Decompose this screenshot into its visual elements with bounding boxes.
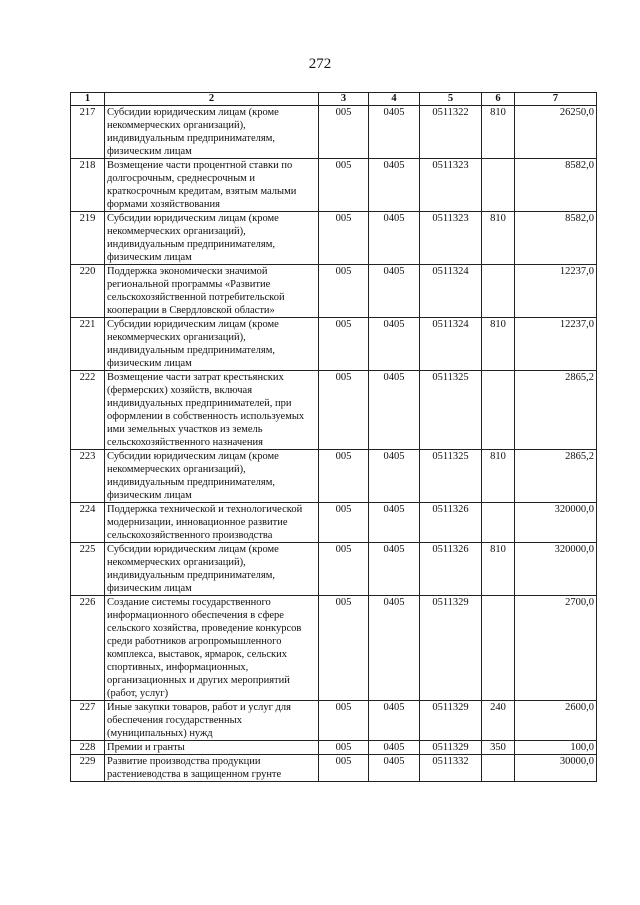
- expense-type-code: [482, 159, 515, 212]
- table-row: [71, 755, 597, 782]
- table-row: [71, 543, 597, 596]
- amount: 8582,0: [515, 159, 597, 212]
- row-number: 221: [71, 318, 105, 371]
- section-code: 0405: [369, 371, 420, 450]
- header-row: [71, 93, 597, 106]
- section-code: 0405: [369, 159, 420, 212]
- ministry-code: 005: [319, 503, 369, 543]
- budget-table: [70, 92, 597, 782]
- section-code: 0405: [369, 503, 420, 543]
- ministry-code: 005: [319, 596, 369, 701]
- ministry-code: 005: [319, 371, 369, 450]
- row-number: 219: [71, 212, 105, 265]
- expense-type-code: [482, 755, 515, 782]
- header-col-4: 4: [369, 93, 420, 106]
- row-number: 225: [71, 543, 105, 596]
- amount: 26250,0: [515, 106, 597, 159]
- amount: 320000,0: [515, 503, 597, 543]
- row-description: Поддержка технической и технологической модернизации, инновационное развитие сельскохозяйственного производства: [105, 503, 319, 543]
- expense-type-code: 810: [482, 106, 515, 159]
- row-number: 223: [71, 450, 105, 503]
- expense-type-code: [482, 503, 515, 543]
- amount: 100,0: [515, 741, 597, 755]
- section-code: 0405: [369, 265, 420, 318]
- target-article-code: 0511329: [420, 596, 482, 701]
- row-number: 224: [71, 503, 105, 543]
- ministry-code: 005: [319, 212, 369, 265]
- expense-type-code: 810: [482, 450, 515, 503]
- target-article-code: 0511326: [420, 503, 482, 543]
- target-article-code: 0511326: [420, 543, 482, 596]
- row-description: Субсидии юридическим лицам (кроме некоммерческих организаций), индивидуальным предпринимателям, физическим лицам: [105, 318, 319, 371]
- amount: 2700,0: [515, 596, 597, 701]
- ministry-code: 005: [319, 159, 369, 212]
- ministry-code: 005: [319, 543, 369, 596]
- table-row: [71, 741, 597, 755]
- row-description: Создание системы государственного информационного обеспечения в сфере сельского хозяйства, проведение конкурсов среди работников агропромышленного комплекса, выставок, ярмарок, сельских спортивных, информационных, организационных и других мероприятий (работ, услуг): [105, 596, 319, 701]
- target-article-code: 0511324: [420, 318, 482, 371]
- expense-type-code: [482, 371, 515, 450]
- target-article-code: 0511324: [420, 265, 482, 318]
- ministry-code: 005: [319, 265, 369, 318]
- row-description: Субсидии юридическим лицам (кроме некоммерческих организаций), индивидуальным предпринимателям, физическим лицам: [105, 450, 319, 503]
- ministry-code: 005: [319, 755, 369, 782]
- target-article-code: 0511329: [420, 741, 482, 755]
- target-article-code: 0511329: [420, 701, 482, 741]
- section-code: 0405: [369, 755, 420, 782]
- row-description: Субсидии юридическим лицам (кроме некоммерческих организаций), индивидуальным предпринимателям, физическим лицам: [105, 212, 319, 265]
- section-code: 0405: [369, 701, 420, 741]
- target-article-code: 0511323: [420, 159, 482, 212]
- row-number: 228: [71, 741, 105, 755]
- row-number: 227: [71, 701, 105, 741]
- amount: 30000,0: [515, 755, 597, 782]
- table-row: [71, 159, 597, 212]
- section-code: 0405: [369, 212, 420, 265]
- row-description: Поддержка экономически значимой региональной программы «Развитие сельскохозяйственной потребительской кооперации в Свердловской области»: [105, 265, 319, 318]
- row-description: Субсидии юридическим лицам (кроме некоммерческих организаций), индивидуальным предпринимателям, физическим лицам: [105, 543, 319, 596]
- expense-type-code: [482, 596, 515, 701]
- amount: 2865,2: [515, 371, 597, 450]
- row-description: Развитие производства продукции растениеводства в защищенном грунте: [105, 755, 319, 782]
- target-article-code: 0511325: [420, 371, 482, 450]
- table-row: [71, 318, 597, 371]
- ministry-code: 005: [319, 701, 369, 741]
- section-code: 0405: [369, 450, 420, 503]
- expense-type-code: 810: [482, 318, 515, 371]
- target-article-code: 0511323: [420, 212, 482, 265]
- section-code: 0405: [369, 106, 420, 159]
- expense-type-code: 350: [482, 741, 515, 755]
- target-article-code: 0511322: [420, 106, 482, 159]
- row-description: Возмещение части процентной ставки по долгосрочным, среднесрочным и краткосрочным кредитам, взятым малыми формами хозяйствования: [105, 159, 319, 212]
- row-description: Возмещение части затрат крестьянских (фермерских) хозяйств, включая индивидуальных предпринимателей, при оформлении в собственность используемых ими земельных участков из земель сельскохозяйственного назначения: [105, 371, 319, 450]
- target-article-code: 0511325: [420, 450, 482, 503]
- table-row: [71, 371, 597, 450]
- header-col-3: 3: [319, 93, 369, 106]
- ministry-code: 005: [319, 741, 369, 755]
- row-description: Иные закупки товаров, работ и услуг для обеспечения государственных (муниципальных) нужд: [105, 701, 319, 741]
- row-number: 218: [71, 159, 105, 212]
- amount: 2600,0: [515, 701, 597, 741]
- ministry-code: 005: [319, 106, 369, 159]
- row-number: 220: [71, 265, 105, 318]
- amount: 12237,0: [515, 318, 597, 371]
- header-col-7: 7: [515, 93, 597, 106]
- row-description: Субсидии юридическим лицам (кроме некоммерческих организаций), индивидуальным предпринимателям, физическим лицам: [105, 106, 319, 159]
- amount: 12237,0: [515, 265, 597, 318]
- header-col-6: 6: [482, 93, 515, 106]
- amount: 8582,0: [515, 212, 597, 265]
- table-row: [71, 596, 597, 701]
- table-row: [71, 503, 597, 543]
- section-code: 0405: [369, 596, 420, 701]
- section-code: 0405: [369, 318, 420, 371]
- expense-type-code: [482, 265, 515, 318]
- ministry-code: 005: [319, 318, 369, 371]
- header-col-5: 5: [420, 93, 482, 106]
- row-number: 222: [71, 371, 105, 450]
- target-article-code: 0511332: [420, 755, 482, 782]
- header-col-2: 2: [105, 93, 319, 106]
- header-col-1: 1: [71, 93, 105, 106]
- expense-type-code: 810: [482, 543, 515, 596]
- amount: 2865,2: [515, 450, 597, 503]
- table-row: [71, 701, 597, 741]
- ministry-code: 005: [319, 450, 369, 503]
- table-row: [71, 450, 597, 503]
- table-row: [71, 212, 597, 265]
- section-code: 0405: [369, 543, 420, 596]
- table-row: [71, 265, 597, 318]
- amount: 320000,0: [515, 543, 597, 596]
- expense-type-code: 810: [482, 212, 515, 265]
- section-code: 0405: [369, 741, 420, 755]
- expense-type-code: 240: [482, 701, 515, 741]
- table-row: [71, 106, 597, 159]
- row-description: Премии и гранты: [105, 741, 319, 755]
- row-number: 226: [71, 596, 105, 701]
- row-number: 229: [71, 755, 105, 782]
- row-number: 217: [71, 106, 105, 159]
- page-number: 272: [308, 56, 332, 72]
